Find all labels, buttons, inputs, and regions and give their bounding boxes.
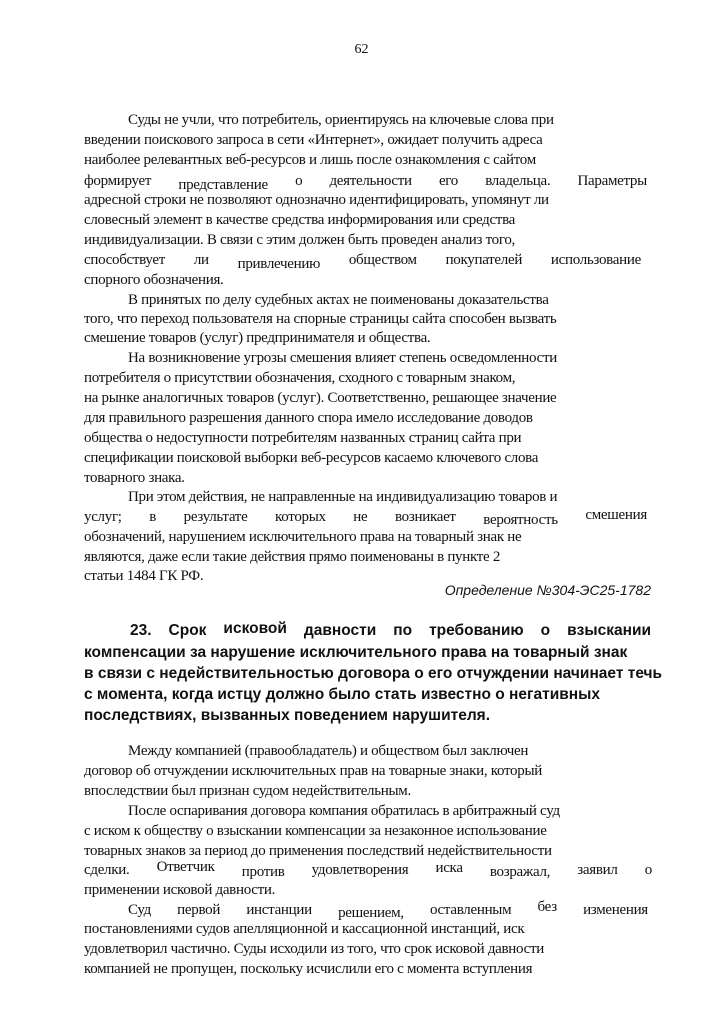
word: первой bbox=[177, 902, 221, 918]
word: формирует bbox=[84, 173, 152, 189]
paragraph-line: применении исковой давности. bbox=[84, 882, 276, 898]
paragraph-line: обозначений, нарушением исключительного права на товарный знак не bbox=[84, 529, 522, 545]
paragraph-line: В принятых по делу судебных актах не поименованы доказательства bbox=[128, 292, 549, 308]
word: против bbox=[241, 864, 285, 880]
paragraph-line: постановлениями судов апелляционной и кассационной инстанций, иск bbox=[84, 921, 525, 937]
word: Параметры bbox=[577, 173, 647, 189]
paragraph-line: словесный элемент в качестве средства информирования или средства bbox=[84, 212, 516, 228]
page-number: 62 bbox=[354, 42, 369, 57]
word: обществом bbox=[348, 252, 417, 268]
word: о bbox=[295, 173, 303, 189]
word: привлечению bbox=[237, 256, 320, 272]
word: вероятность bbox=[483, 512, 558, 528]
word: инстанции bbox=[246, 902, 312, 918]
word: о bbox=[644, 862, 652, 878]
justified-line bbox=[128, 900, 648, 920]
paragraph-line: Суды не учли, что потребитель, ориентируясь на ключевые слова при bbox=[128, 112, 554, 128]
paragraph-line: того, что переход пользователя на спорные страницы сайта способен вызвать bbox=[84, 311, 557, 327]
word: возникает bbox=[394, 509, 456, 525]
word: заявил bbox=[577, 862, 618, 878]
word: услуг; bbox=[84, 509, 122, 525]
heading-word: Срок bbox=[168, 622, 207, 639]
heading-word: взыскании bbox=[567, 622, 651, 639]
paragraph-line: с иском к обществу о взыскании компенсации за незаконное использование bbox=[84, 823, 547, 839]
heading-word: исковой bbox=[223, 620, 287, 637]
paragraph-line: статьи 1484 ГК РФ. bbox=[84, 568, 204, 584]
paragraph-line: спецификации поисковой выборки веб-ресурсов касаемо ключевого слова bbox=[84, 450, 539, 466]
paragraph-line: спорного обозначения. bbox=[84, 272, 224, 288]
justified-line bbox=[84, 860, 652, 880]
paragraph-line: индивидуализации. В связи с этим должен быть проведен анализ того, bbox=[84, 232, 515, 248]
word: результате bbox=[183, 509, 248, 525]
word: использование bbox=[550, 252, 641, 268]
section-heading-line: в связи с недействительностью договора о его отчуждении начинает течь bbox=[84, 665, 663, 682]
word: без bbox=[537, 899, 557, 915]
heading-word: по bbox=[393, 622, 413, 639]
paragraph-line: для правильного разрешения данного спора имело исследование доводов bbox=[84, 410, 533, 426]
heading-word: давности bbox=[303, 622, 377, 639]
court-ruling-reference: Определение №304-ЭС25-1782 bbox=[444, 582, 651, 598]
section-heading-line: с момента, когда истцу должно было стать известно о негативных bbox=[84, 686, 600, 703]
paragraph-line: договор об отчуждении исключительных прав на товарные знаки, который bbox=[84, 763, 542, 779]
word: ли bbox=[193, 252, 209, 268]
word: покупателей bbox=[445, 252, 523, 268]
word: иска bbox=[435, 860, 463, 876]
word: оставленным bbox=[429, 902, 512, 918]
justified-line bbox=[84, 507, 647, 527]
paragraph-line: При этом действия, не направленные на индивидуализацию товаров и bbox=[128, 489, 558, 505]
paragraph-line: товарных знаков за период до применения последствий недействительности bbox=[84, 843, 552, 859]
paragraph-line: на рынке аналогичных товаров (услуг). Соответственно, решающее значение bbox=[84, 390, 557, 406]
word: которых bbox=[275, 509, 326, 525]
justified-line bbox=[84, 250, 641, 270]
paragraph-line: впоследствии был признан судом недействительным. bbox=[84, 783, 411, 799]
paragraph-line: Между компанией (правообладатель) и обществом был заключен bbox=[128, 743, 529, 759]
paragraph-line: На возникновение угрозы смешения влияет степень осведомленности bbox=[128, 350, 557, 366]
paragraph-line: общества о недоступности потребителям названных страниц сайта при bbox=[84, 430, 522, 446]
word: в bbox=[149, 509, 157, 525]
heading-word: требованию bbox=[429, 622, 524, 639]
word: представление bbox=[178, 177, 268, 193]
word: смешения bbox=[585, 507, 647, 523]
paragraph-line: адресной строки не позволяют однозначно идентифицировать, упомянут ли bbox=[84, 192, 549, 208]
word: сделки. bbox=[84, 862, 130, 878]
paragraph-line: смешение товаров (услуг) предпринимателя и общества. bbox=[84, 330, 431, 346]
word: деятельности bbox=[329, 173, 412, 189]
word: удовлетворения bbox=[311, 862, 409, 878]
word: изменения bbox=[583, 902, 648, 918]
section-heading-line bbox=[130, 621, 651, 641]
heading-word: о bbox=[540, 622, 551, 639]
word: Суд bbox=[128, 902, 151, 918]
paragraph-line: компанией не пропущен, поскольку исчислили его с момента вступления bbox=[84, 961, 533, 977]
paragraph-line: являются, даже если такие действия прямо поименованы в пункте 2 bbox=[84, 549, 501, 565]
paragraph-line: товарного знака. bbox=[84, 470, 185, 486]
paragraph-line: введении поискового запроса в сети «Интернет», ожидает получить адреса bbox=[84, 132, 543, 148]
word: владельца. bbox=[485, 173, 551, 189]
paragraph-line: удовлетворил частично. Суды исходили из того, что срок исковой давности bbox=[84, 941, 544, 957]
paragraph-line: наиболее релевантных веб-ресурсов и лишь после ознакомления с сайтом bbox=[84, 152, 536, 168]
word: возражал, bbox=[489, 864, 551, 880]
section-heading-line: компенсации за нарушение исключительного права на товарный знак bbox=[84, 644, 628, 661]
word: способствует bbox=[84, 252, 166, 268]
justified-line bbox=[84, 171, 647, 191]
word: решением, bbox=[338, 905, 404, 921]
section-heading-line: последствиях, вызванных поведением нарушителя. bbox=[84, 707, 491, 724]
paragraph-line: После оспаривания договора компания обратилась в арбитражный суд bbox=[128, 803, 560, 819]
word: не bbox=[353, 509, 368, 525]
paragraph-line: потребителя о присутствии обозначения, сходного с товарным знаком, bbox=[84, 370, 516, 386]
word: Ответчик bbox=[156, 859, 215, 875]
word: его bbox=[438, 173, 458, 189]
section-number: 23. bbox=[130, 622, 152, 639]
